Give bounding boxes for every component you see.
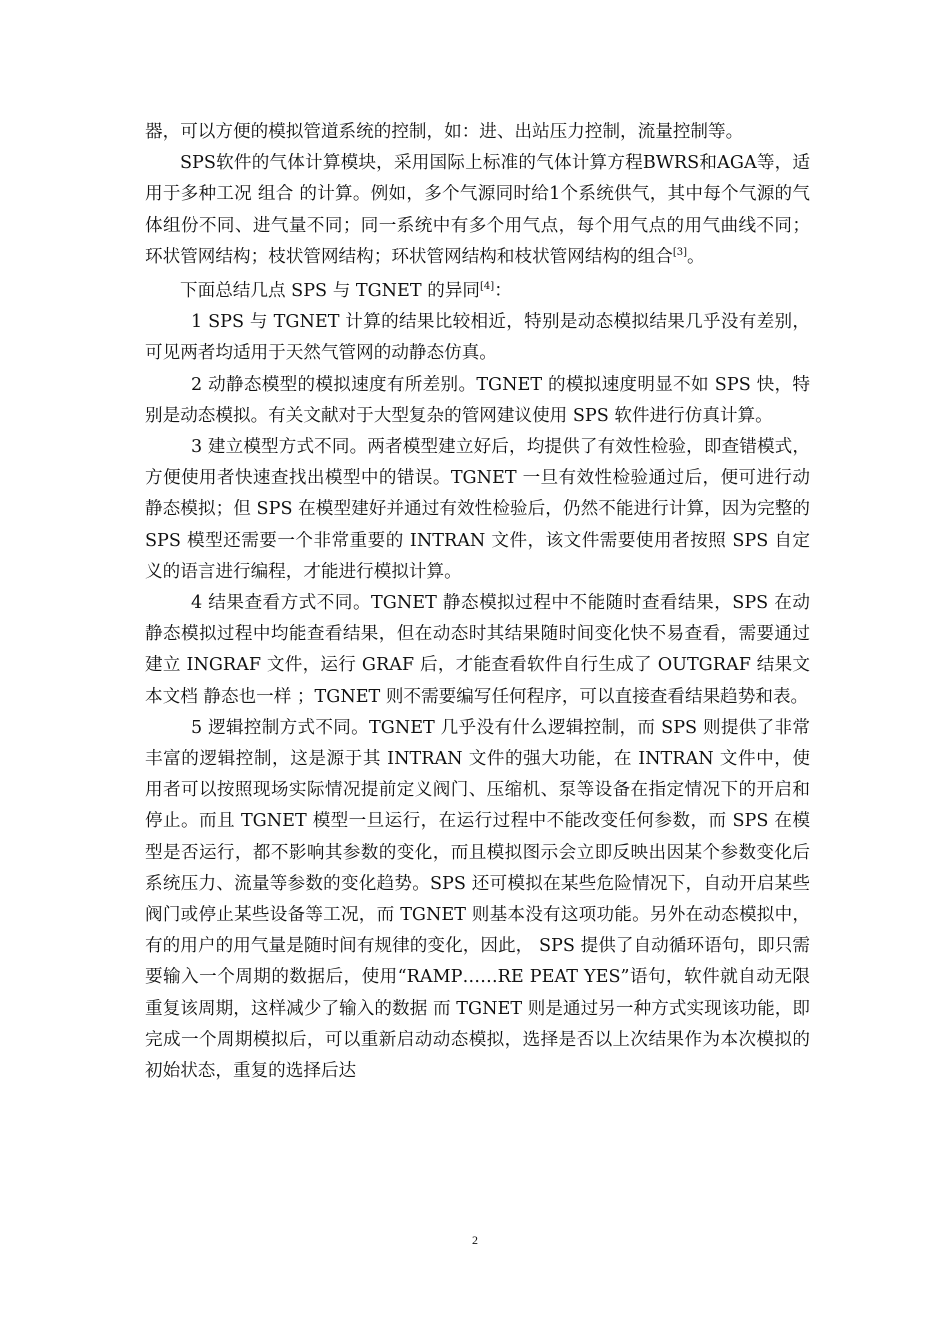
paragraph-comparison-intro — [145, 276, 810, 307]
paragraph-text: 3 建立模型方式不同。两者模型建立好后，均提供了有效性检验，即查错模式，方便使用者快速查找出模型中的错误。TGNET 一旦有效性检验通过后，便可进行动静态模拟；但 SPS 在模型建好并通过有效性检验后，仍然不能进行计算，因为完整的 SPS 模型还需要一个非常重要的 INTRAN 文件，该文件需要使用者按照 SPS 自定义的语言进行编程，才能进行模拟计算。 — [145, 437, 810, 582]
paragraph-tail: ： — [494, 281, 512, 302]
paragraph-text: 4 结果查看方式不同。TGNET 静态模拟过程中不能随时查看结果，SPS 在动静态模拟过程中均能查看结果，但在动态时其结果随时间变化快不易查看，需要通过建立 INGRAF 文件，运行 GRAF 后，才能查看软件自行生成了 OUTGRAF 结果文本文档 静态也一样 ；TGNET 则不需要编写任何程序，可以直接查看结果趋势和表。 — [145, 593, 810, 707]
paragraph-text: 5 逻辑控制方式不同。TGNET 几乎没有什么逻辑控制，而 SPS 则提供了非常丰富的逻辑控制，这是源于其 INTRAN 文件的强大功能，在 INTRAN 文件中，使用者可以按照现场实际情况提前定义阀门、压缩机、泵等设备在指定情况下的开启和停止。而且 TGNET 模型一旦运行，在运行过程中不能改变任何参数，而 SPS 在模型是否运行，都不影响其参数的变化，而且模拟图示会立即反映出因某个参数变化后系统压力、流量等参数的变化趋势。SPS 还可模拟在某些危险情况下，自动开启某些阀门或停止某些设备等工况，而 TGNET 则基本没有这项功能。另外在动态模拟中，有的用户的用气量是随时间有规律的变化，因此， SPS 提供了自动循环语句，即只需要输入一个周期的数据后，使用“RAMP……RE PEAT YES”语句，软件就自动无限重复该周期，这样减少了输入的数据 而 TGNET 则是通过另一种方式实现该功能，即完成一个周期模拟后，可以重新启动动态模拟，选择是否以上次结果作为本次模拟的初始状态，重复的选择后达 — [145, 717, 810, 1082]
paragraph-text: 器，可以方便的模拟管道系统的控制，如：进、出站压力控制，流量控制等。 — [145, 122, 744, 142]
paragraph-continuation — [145, 117, 810, 148]
paragraph-text: SPS软件的气体计算模块，采用国际上标准的气体计算方程BWRS和AGA等，适用于多种工况 组合 的计算。例如，多个气源同时给1个系统供气，其中每个气源的气体组份不同、进气量不同；同一系统中有多个用气点，每个用气点的用气曲线不同；环状管网结构；枝状管网结构；环状管网结构和枝状管网结构的组合 — [145, 153, 810, 267]
page-number: 2 — [472, 1233, 478, 1247]
list-item-3 — [145, 432, 810, 588]
list-item-1 — [145, 307, 810, 369]
paragraph-text: 1 SPS 与 TGNET 计算的结果比较相近，特别是动态模拟结果几乎没有差别，可见两者均适用于天然气管网的动静态仿真。 — [145, 312, 810, 364]
paragraph-text: 2 动静态模型的模拟速度有所差别。TGNET 的模拟速度明显不如 SPS 快，特别是动态模拟。有关文献对于大型复杂的管网建议使用 SPS 软件进行仿真计算。 — [145, 374, 810, 426]
paragraph-sps-gas-module — [145, 148, 810, 273]
paragraph-text: 下面总结几点 SPS 与 TGNET 的异同 — [180, 281, 481, 302]
list-item-2 — [145, 370, 810, 432]
paragraph-tail: 。 — [687, 246, 705, 267]
list-item-4 — [145, 588, 810, 713]
list-item-5 — [145, 713, 810, 1087]
citation-ref: [3] — [672, 246, 687, 258]
body-text — [145, 117, 810, 1087]
citation-ref: [4] — [480, 281, 495, 293]
